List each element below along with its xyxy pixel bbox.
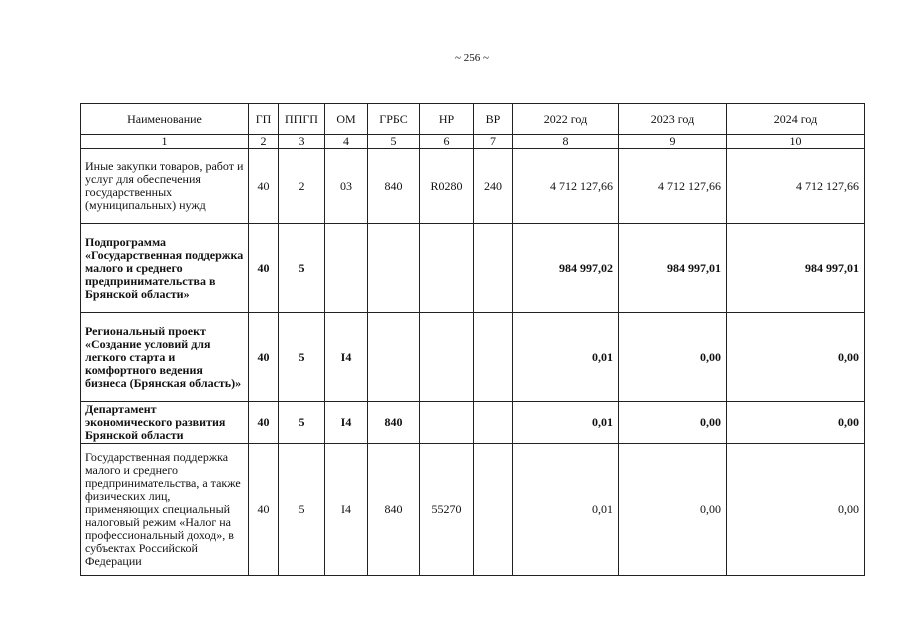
row-grbs xyxy=(368,224,420,313)
column-number: 10 xyxy=(727,135,865,149)
table-row xyxy=(81,149,865,224)
row-2022: 0,01 xyxy=(513,313,619,402)
row-nr: 55270 xyxy=(420,444,474,576)
row-2023: 0,00 xyxy=(619,444,727,576)
column-number: 7 xyxy=(474,135,513,149)
row-nr: R0280 xyxy=(420,149,474,224)
row-ppgp: 5 xyxy=(279,224,325,313)
row-2022: 0,01 xyxy=(513,444,619,576)
header-2023: 2023 год xyxy=(619,104,727,135)
row-om: I4 xyxy=(325,444,368,576)
header-row xyxy=(81,104,865,135)
row-gp: 40 xyxy=(249,444,279,576)
row-gp: 40 xyxy=(249,313,279,402)
column-number: 6 xyxy=(420,135,474,149)
row-2024: 984 997,01 xyxy=(727,224,865,313)
budget-table xyxy=(80,103,865,576)
row-gp: 40 xyxy=(249,149,279,224)
row-gp: 40 xyxy=(249,224,279,313)
table-row xyxy=(81,402,865,444)
row-nr xyxy=(420,313,474,402)
row-2024: 0,00 xyxy=(727,313,865,402)
table-row xyxy=(81,444,865,576)
header-2022: 2022 год xyxy=(513,104,619,135)
row-2022: 4 712 127,66 xyxy=(513,149,619,224)
header-2024: 2024 год xyxy=(727,104,865,135)
row-2023: 984 997,01 xyxy=(619,224,727,313)
column-number: 3 xyxy=(279,135,325,149)
column-number: 1 xyxy=(81,135,249,149)
row-grbs: 840 xyxy=(368,402,420,444)
row-grbs: 840 xyxy=(368,444,420,576)
header-name: Наименование xyxy=(81,104,249,135)
header-om: ОМ xyxy=(325,104,368,135)
page-number: ~ 256 ~ xyxy=(455,52,489,64)
row-name: Департамент экономического развития Брянской области xyxy=(81,402,249,444)
row-2022: 984 997,02 xyxy=(513,224,619,313)
row-gp: 40 xyxy=(249,402,279,444)
column-number: 8 xyxy=(513,135,619,149)
row-2023: 0,00 xyxy=(619,402,727,444)
header-nr: НР xyxy=(420,104,474,135)
row-name: Региональный проект «Создание условий для легкого старта и комфортного ведения бизнеса (Брянская область)» xyxy=(81,313,249,402)
row-nr xyxy=(420,402,474,444)
row-ppgp: 2 xyxy=(279,149,325,224)
row-grbs: 840 xyxy=(368,149,420,224)
column-number: 4 xyxy=(325,135,368,149)
row-name: Государственная поддержка малого и среднего предпринимательства, а также физических лиц, применяющих специальный налоговый режим «Налог на профессиональный доход», в субъектах Российской Федерации xyxy=(81,444,249,576)
row-name: Подпрограмма «Государственная поддержка малого и среднего предпринимательства в Брянской области» xyxy=(81,224,249,313)
header-gp: ГП xyxy=(249,104,279,135)
row-om xyxy=(325,224,368,313)
row-2024: 0,00 xyxy=(727,444,865,576)
row-nr xyxy=(420,224,474,313)
row-vr xyxy=(474,224,513,313)
header-vr: ВР xyxy=(474,104,513,135)
row-ppgp: 5 xyxy=(279,402,325,444)
row-om: I4 xyxy=(325,402,368,444)
row-om: 03 xyxy=(325,149,368,224)
table-row xyxy=(81,224,865,313)
column-number-row xyxy=(81,135,865,149)
row-ppgp: 5 xyxy=(279,444,325,576)
column-number: 5 xyxy=(368,135,420,149)
row-2024: 4 712 127,66 xyxy=(727,149,865,224)
table-row xyxy=(81,313,865,402)
header-ppgp: ППГП xyxy=(279,104,325,135)
row-2023: 0,00 xyxy=(619,313,727,402)
row-2023: 4 712 127,66 xyxy=(619,149,727,224)
row-om: I4 xyxy=(325,313,368,402)
row-name: Иные закупки товаров, работ и услуг для обеспечения государственных (муниципальных) нужд xyxy=(81,149,249,224)
row-ppgp: 5 xyxy=(279,313,325,402)
row-2024: 0,00 xyxy=(727,402,865,444)
row-grbs xyxy=(368,313,420,402)
row-vr xyxy=(474,402,513,444)
column-number: 2 xyxy=(249,135,279,149)
row-vr: 240 xyxy=(474,149,513,224)
row-2022: 0,01 xyxy=(513,402,619,444)
column-number: 9 xyxy=(619,135,727,149)
row-vr xyxy=(474,444,513,576)
header-grbs: ГРБС xyxy=(368,104,420,135)
row-vr xyxy=(474,313,513,402)
